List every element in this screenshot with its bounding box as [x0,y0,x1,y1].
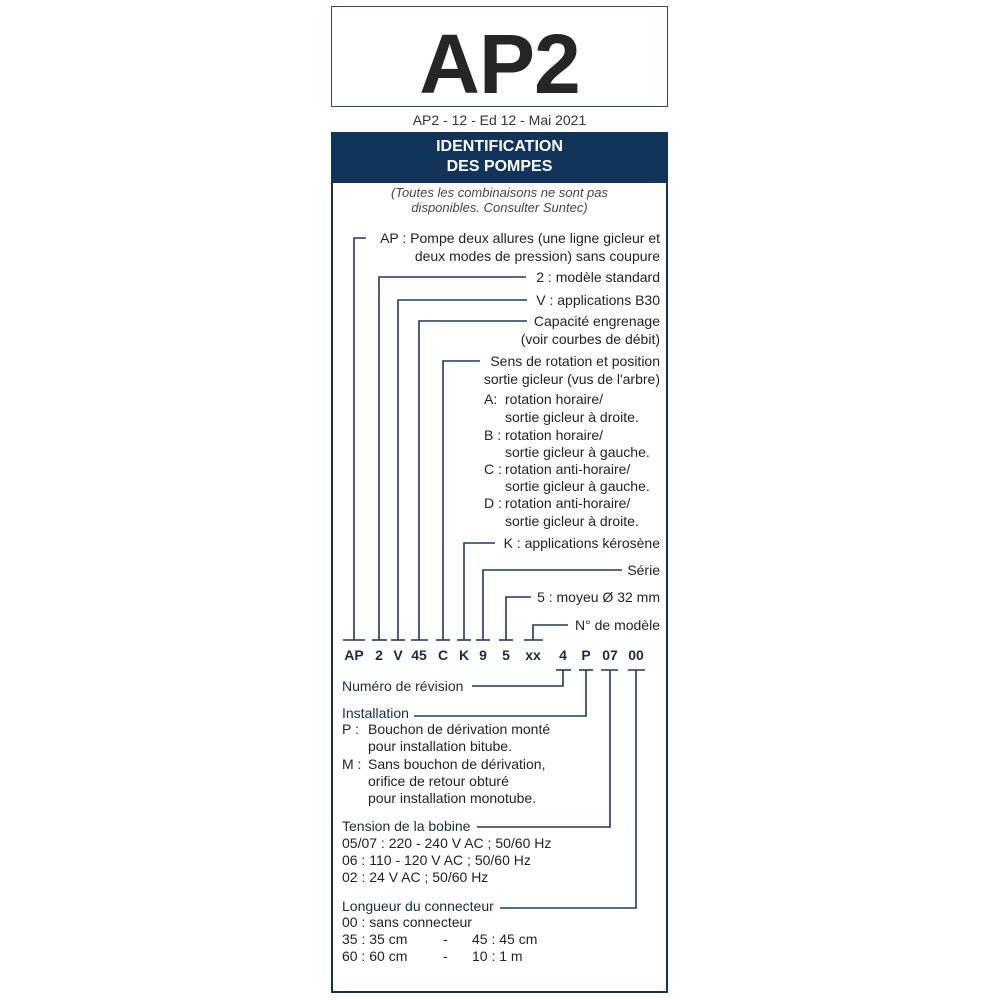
desc-model: 2 : modèle standard [536,269,660,285]
code-4: 4 [559,647,567,663]
rotation-option-line-1: rotation horaire/ [505,391,604,407]
code-p: P [581,647,591,663]
installation-option-line: pour installation monotube. [368,790,537,806]
rotation-option-line-1: rotation anti-horaire/ [505,495,631,511]
page-title: AP2 [419,17,580,111]
desc-capacity-line-2: (voir courbes de débit) [520,331,660,347]
code-c: C [437,647,449,663]
code-5: 5 [502,647,510,663]
installation-option-line: Sans bouchon de dérivation, [368,756,546,772]
coil-option: 06 : 110 - 120 V AC ; 50/60 Hz [342,852,531,868]
edition-line: AP2 - 12 - Ed 12 - Mai 2021 [412,112,587,128]
code-xx: xx [525,647,541,663]
desc-application: V : applications B30 [536,292,660,308]
header-line-2: DES POMPES [446,158,553,175]
code-ap: AP [344,647,364,663]
rotation-option-key: B : [484,427,502,443]
connector-option: 00 : sans connecteur [342,914,472,930]
installation-title: Installation [342,705,409,721]
note-line-1: (Toutes les combinaisons ne sont pas [390,185,609,200]
installation-option-line: pour installation bitube. [368,738,512,754]
connector-option-left: 35 : 35 cm [342,931,408,947]
desc-hub: 5 : moyeu Ø 32 mm [537,589,660,605]
code-9: 9 [479,647,487,663]
code-v: V [393,647,403,663]
connector-title: Longueur du connecteur [342,898,494,914]
installation-option-line: orifice de retour obturé [368,773,509,789]
code-00: 00 [628,647,644,663]
rotation-option-line-2: sortie gicleur à droite. [505,513,639,529]
desc-ap-line-2: deux modes de pression) sans coupure [414,248,660,264]
code-k: K [458,647,470,663]
desc-capacity-line-1: Capacité engrenage [533,313,660,329]
desc-rotation-line-1: Sens de rotation et position [490,353,660,369]
connector-option-right: 10 : 1 m [472,948,523,964]
desc-ap-line-1: AP : Pompe deux allures (une ligne gicleur et [380,230,660,246]
rotation-option-line-2: sortie gicleur à gauche. [505,478,650,494]
coil-option: 05/07 : 220 - 240 V AC ; 50/60 Hz [342,835,552,851]
rotation-option-key: D : [484,495,502,511]
desc-model-number: N° de modèle [575,617,660,633]
rotation-option-key: C : [484,461,502,477]
installation-option-key: P : [342,721,359,737]
installation-option-key: M : [342,756,362,772]
coil-option: 02 : 24 V AC ; 50/60 Hz [342,869,489,885]
code-45: 45 [411,647,427,663]
desc-series: Série [627,562,660,578]
desc-rotation-line-2: sortie gicleur (vus de l'arbre) [483,371,660,387]
connector-option-left: 60 : 60 cm [342,948,408,964]
rotation-option-line-2: sortie gicleur à droite. [505,409,639,425]
connector-option-right: 45 : 45 cm [472,931,538,947]
header-line-1: IDENTIFICATION [436,138,563,155]
installation-option-line: Bouchon de dérivation monté [368,721,551,737]
code-2: 2 [375,647,383,663]
note-line-2: disponibles. Consulter Suntec) [411,200,588,215]
desc-kerosene: K : applications kérosène [503,535,660,551]
rotation-option-line-1: rotation horaire/ [505,427,604,443]
rotation-option-key: A: [484,391,498,407]
rotation-option-line-1: rotation anti-horaire/ [505,461,631,477]
coil-title: Tension de la bobine [342,818,471,834]
revision-label: Numéro de révision [342,678,464,694]
connector-option-separator: - [443,948,448,964]
rotation-option-line-2: sortie gicleur à gauche. [505,444,650,460]
code-07: 07 [602,647,618,663]
connector-option-separator: - [443,931,448,947]
